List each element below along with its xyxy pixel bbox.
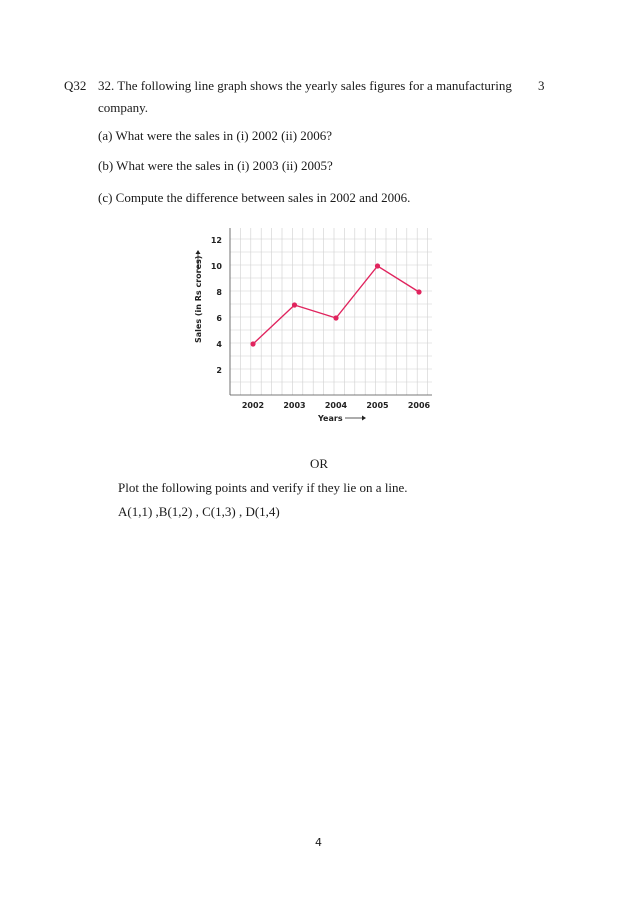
- part-a: (a) What were the sales in (i) 2002 (ii) 2006?: [98, 128, 333, 143]
- y-tick-label: 8: [216, 288, 222, 297]
- question-text-line2: company.: [98, 100, 149, 115]
- sales-line-chart: [0, 0, 638, 440]
- x-tick-labels: [242, 401, 431, 410]
- data-point: [333, 315, 338, 320]
- question-text-line1: 32. The following line graph shows the yearly sales figures for a manufacturing: [98, 78, 512, 93]
- chart-grid: [230, 228, 432, 395]
- y-tick-label: 2: [216, 366, 222, 375]
- y-tick-label: 6: [216, 314, 222, 323]
- data-point: [292, 302, 297, 307]
- x-tick-label: 2002: [241, 401, 265, 410]
- alternative-line2: A(1,1) ,B(1,2) , C(1,3) , D(1,4): [118, 504, 280, 519]
- question-marks: 3: [538, 78, 545, 93]
- y-axis-label: Sales (in Rs crores): [194, 255, 203, 343]
- y-axis-arrowhead: [196, 250, 201, 254]
- series-points: [250, 263, 421, 346]
- chart-axes: [230, 228, 432, 395]
- x-axis-label: Years: [318, 414, 343, 423]
- x-tick-label: 2004: [324, 401, 348, 410]
- y-tick-label: 4: [216, 340, 222, 349]
- x-axis-arrowhead: [362, 416, 366, 421]
- x-tick-label: 2005: [366, 401, 389, 410]
- alternative-line1: Plot the following points and verify if they lie on a line.: [118, 480, 408, 495]
- data-point: [375, 263, 380, 268]
- part-c: (c) Compute the difference between sales in 2002 and 2006.: [98, 190, 411, 205]
- y-tick-label: 10: [210, 262, 222, 271]
- x-tick-label: 2003: [283, 401, 306, 410]
- page-number: 4: [315, 836, 322, 849]
- y-tick-labels: [211, 236, 223, 375]
- y-tick-label: 12: [210, 236, 222, 245]
- or-label: OR: [310, 456, 329, 471]
- question-number: Q32: [64, 78, 87, 93]
- data-point: [416, 289, 421, 294]
- x-tick-label: 2006: [407, 401, 431, 410]
- data-point: [250, 341, 255, 346]
- part-b: (b) What were the sales in (i) 2003 (ii) 2005?: [98, 158, 333, 173]
